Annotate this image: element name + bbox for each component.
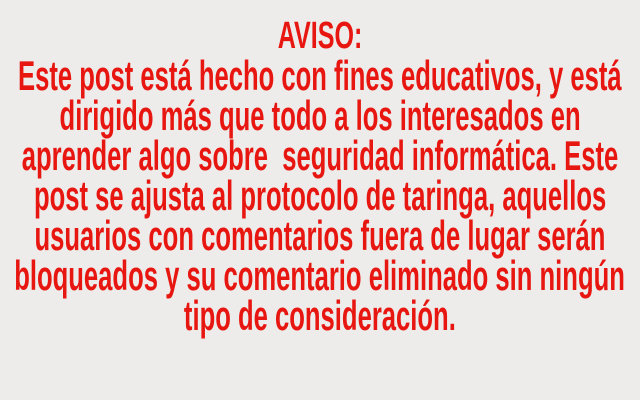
warning-text-line bbox=[0, 172, 640, 219]
warning-text-line bbox=[0, 52, 640, 99]
warning-text: aprender algo sobre seguridad informática. Este bbox=[21, 132, 619, 179]
warning-text: dirigido más que todo a los interesados en bbox=[59, 92, 581, 139]
warning-text: usuarios con comentarios fuera de lugar serán bbox=[34, 212, 606, 259]
warning-text-line bbox=[0, 132, 640, 179]
warning-title-line bbox=[0, 16, 640, 56]
warning-text: tipo de consideración. bbox=[184, 292, 456, 339]
warning-title: AVISO: bbox=[277, 15, 363, 57]
warning-text-line bbox=[0, 212, 640, 259]
warning-text: Este post está hecho con fines educativos, y está bbox=[18, 52, 622, 99]
warning-text: post se ajusta al protocolo de taringa, aquellos bbox=[33, 172, 607, 219]
warning-text-line bbox=[0, 252, 640, 299]
warning-text-line bbox=[0, 92, 640, 139]
warning-text-line bbox=[0, 292, 640, 339]
warning-text: bloqueados y su comentario eliminado sin ningún bbox=[14, 252, 626, 299]
